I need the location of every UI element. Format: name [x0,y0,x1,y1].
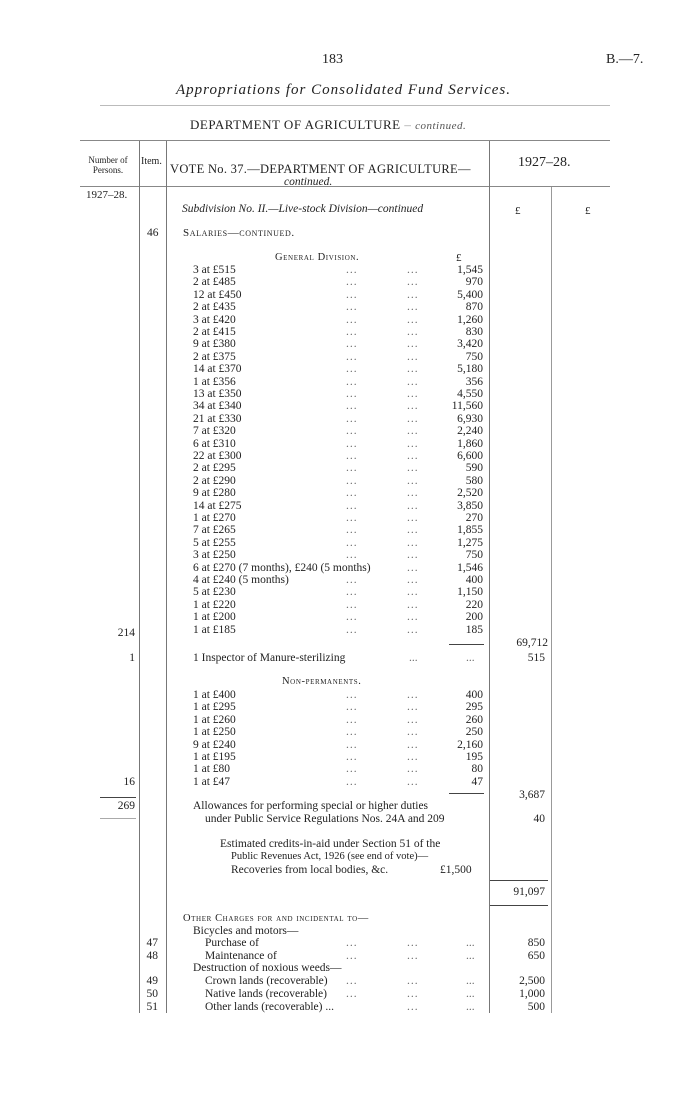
leader-dots: ... [407,412,419,425]
leader-dots: ... [346,512,358,524]
non-permanents-heading: Non-permanents. [282,676,362,687]
salary-row [0,363,700,376]
salary-amount: 3,420 [457,338,483,351]
leader-dots: ... [346,763,358,776]
salary-row [0,326,700,339]
salary-grade-label: 3 at £250 [193,549,236,562]
salary-grade-label: 1 at £356 [193,375,236,388]
salary-grade-label: 13 at £350 [193,388,242,400]
pound-symbol-col2: £ [585,205,591,217]
pound-symbol-col1: £ [515,205,521,217]
salary-amount: 750 [465,549,483,562]
non-permanent-row [0,739,700,752]
salary-row [0,500,700,513]
charge-label: Purchase of [205,937,259,949]
leader-dots: ... [346,326,358,338]
salary-amount: 11,560 [451,400,483,413]
salary-grade-label: 1 at £200 [193,611,236,624]
salary-grade-label: 1 at £295 [193,701,236,714]
charge-amount: 1,000 [519,988,545,1000]
salary-grade-label: 2 at £485 [193,276,236,289]
salary-grade-label: 2 at £375 [193,350,236,363]
leader-dots: ... [346,437,358,450]
item-number: 48 [146,950,158,962]
leader-dots: ... [407,988,419,1000]
salary-grade-label: 6 at £310 [193,437,236,450]
leader-dots: ... [407,524,419,537]
leader-dots: ... [407,574,419,586]
leader-dots: ... [466,988,475,1000]
credits-amount: £1,500 [440,864,472,876]
leader-dots: ... [346,586,358,599]
salary-amount: 970 [465,276,483,289]
leader-dots: ... [407,375,419,388]
salary-row [0,264,700,277]
salary-row [0,289,700,302]
leader-dots: ... [407,264,419,276]
leader-dots: ... [407,536,419,549]
salary-grade-label: 21 at £330 [193,412,242,425]
salary-amount: 270 [465,512,483,524]
leader-dots: ... [407,437,419,450]
salary-row [0,276,700,289]
salary-row [0,301,700,314]
charge-amount: 650 [527,950,545,962]
salary-row [0,425,700,438]
leader-dots: ... [346,313,358,326]
salary-grade-label: 9 at £280 [193,487,236,500]
salary-amount: 200 [465,611,483,624]
other-charge-row [0,1001,700,1014]
leader-dots: ... [407,950,419,962]
salary-row [0,376,700,389]
inspector-amount: 515 [527,652,545,664]
leader-dots: ... [346,775,358,788]
leader-dots: ... [407,598,419,611]
charge-amount: 850 [527,937,545,949]
vote-continued: continued. [284,176,333,188]
allowances-amount: 40 [533,813,545,825]
salary-amount: 400 [465,574,483,586]
salary-grade-label: 5 at £230 [193,586,236,599]
salary-grade-label: 2 at £435 [193,301,236,314]
department-continued: continued. [415,120,467,132]
table-top-rule [80,140,610,141]
leader-dots: ... [346,288,358,301]
salary-amount: 250 [465,726,483,739]
charge-amount: 2,500 [519,975,545,987]
salaries-heading: Salaries—continued. [183,227,295,239]
other-charge-row [0,937,700,950]
leader-dots: ... [346,363,358,376]
salary-row [0,586,700,599]
leader-dots: ... [407,713,419,726]
salary-amount: 220 [465,598,483,611]
salary-grade-label: 3 at £515 [193,264,236,276]
pound-symbol: £ [456,252,462,264]
salary-amount: 1,860 [457,437,483,450]
salary-grade-label: 2 at £290 [193,474,236,487]
department-name: DEPARTMENT OF AGRICULTURE [190,117,401,132]
charge-label: Native lands (recoverable) [205,988,327,1000]
item-number: 46 [147,227,159,239]
salary-amount: 5,400 [457,288,483,301]
general-division-heading: General Division. [275,252,360,263]
salary-amount: 185 [465,623,483,636]
salary-row [0,413,700,426]
persons-non-permanent-count: 16 [123,776,135,788]
charge-label: Maintenance of [205,950,277,962]
leader-dots: ... [407,561,419,574]
leader-dots: ... [346,450,358,462]
salary-amount: 3,850 [457,499,483,512]
salary-amount: 4,550 [457,388,483,400]
leader-dots: ... [407,586,419,599]
leader-dots: ... [407,763,419,776]
salary-grade-label: 1 at £80 [193,763,231,776]
salary-amount: 580 [465,474,483,487]
non-permanent-row [0,763,700,776]
leader-dots: ... [346,937,358,949]
salary-amount: 80 [471,763,483,776]
item-number: 50 [146,988,158,1000]
number-of-persons-header: Number of Persons. [88,155,128,175]
salary-grade-label: 1 at £260 [193,713,236,726]
credits-line-3: Recoveries from local bodies, &c. [231,864,389,876]
item-number: 47 [146,937,158,949]
leader-dots: ... [466,950,475,962]
leader-dots: ... [407,975,419,987]
leader-dots: ... [407,363,419,376]
salary-row [0,314,700,327]
salary-row [0,537,700,550]
salary-row [0,475,700,488]
leader-dots: ... [407,549,419,562]
leader-dots: ... [466,937,475,949]
leader-dots: ... [346,611,358,624]
total-rule-bottom [490,905,548,906]
salary-row [0,512,700,525]
leader-dots: ... [407,512,419,524]
leader-dots: ... [346,738,358,751]
total-rule [490,880,548,881]
leader-dots: ... [407,751,419,763]
salary-amount: 260 [465,713,483,726]
salary-grade-label: 9 at £240 [193,738,236,751]
salary-row [0,388,700,401]
salary-amount: 295 [465,701,483,714]
leader-dots: ... [407,487,419,500]
leader-dots: ... [346,689,358,701]
leader-dots: ... [407,425,419,438]
leader-dots: ... [346,726,358,739]
salary-row [0,351,700,364]
salary-amount: 47 [471,775,483,788]
leader-dots: ... [346,623,358,636]
salary-amount: 400 [465,689,483,701]
salary-amount: 750 [465,350,483,363]
salary-row [0,487,700,500]
allowances-line-1: Allowances for performing special or higher duties [193,800,429,812]
salary-amount: 2,240 [457,425,483,438]
salary-amount: 1,545 [457,264,483,276]
leader-dots: ... [407,1001,419,1013]
inspector-label: 1 Inspector of Manure-sterilizing [193,652,346,664]
other-charge-row [0,950,700,963]
salary-grade-label: 14 at £370 [193,363,242,376]
item-header: Item. [141,156,162,167]
salary-amount: 1,546 [457,561,483,574]
year-header-right: 1927–28. [518,155,571,170]
salary-amount: 870 [465,301,483,314]
vote-title: VOTE No. 37.—DEPARTMENT OF AGRICULTURE— [170,162,471,176]
charge-amount: 500 [527,1001,545,1013]
leader-dots: ... [407,338,419,351]
leader-dots: ... [346,462,358,475]
leader-dots: ... [466,975,475,987]
header-bottom-rule [80,186,610,187]
leader-dots: ... [346,412,358,425]
salary-amount: 1,150 [457,586,483,599]
salary-grade-label: 34 at £340 [193,400,242,413]
salary-row [0,462,700,475]
salary-row [0,574,700,587]
leader-dots: ... [346,375,358,388]
non-permanent-row [0,689,700,702]
page-title: Appropriations for Consolidated Fund Services. [176,82,512,98]
leader-dots: ... [346,425,358,438]
document-reference: B.—7. [606,52,644,67]
salary-grade-label: 12 at £450 [193,288,242,301]
salary-row [0,338,700,351]
salary-grade-label: 4 at £240 (5 months) [193,574,289,586]
salary-grade-label: 2 at £295 [193,462,236,475]
leader-dots: ... [407,499,419,512]
salary-amount: 1,275 [457,536,483,549]
leader-dots: ... [407,937,419,949]
charge-label: Other lands (recoverable) ... [205,1001,334,1013]
non-permanent-row [0,714,700,727]
non-permanent-row [0,751,700,764]
page-number: 183 [322,52,343,67]
leader-dots: ... [407,738,419,751]
year-header-left: 1927–28. [86,189,128,201]
non-permanent-row [0,701,700,714]
salary-amount: 356 [465,375,483,388]
salary-grade-label: 9 at £380 [193,338,236,351]
salary-row [0,549,700,562]
non-permanent-row [0,726,700,739]
leader-dots: ... [407,276,419,289]
salary-amount: 590 [465,462,483,475]
salary-grade-label: 7 at £320 [193,425,236,438]
leader-dots: ... [346,751,358,763]
leader-dots: ... [346,950,358,962]
persons-general-count: 214 [117,627,135,639]
leader-dots: ... [407,474,419,487]
leader-dots: ... [466,652,475,664]
salary-grade-label: 1 at £185 [193,623,236,636]
leader-dots: ... [346,524,358,537]
inspector-persons: 1 [129,652,135,664]
leader-dots: ... [346,598,358,611]
department-heading: DEPARTMENT OF AGRICULTURE – continued. [190,117,467,132]
leader-dots: ... [346,487,358,500]
destruction-heading: Destruction of noxious weeds— [193,962,342,974]
leader-dots: ... [346,988,358,1000]
leader-dots: ... [407,450,419,462]
item-number: 49 [146,975,158,987]
salary-amount: 830 [465,326,483,338]
leader-dots: ... [346,350,358,363]
leader-dots: ... [346,264,358,276]
allowances-line-2: under Public Service Regulations Nos. 24A and 209 [205,813,445,825]
credits-line-1: Estimated credits-in-aid under Section 51 of the [220,838,441,850]
bicycles-heading: Bicycles and motors— [193,925,299,937]
salary-grade-label: 1 at £195 [193,751,236,763]
leader-dots: ... [346,400,358,413]
salary-grade-label: 1 at £400 [193,689,236,701]
leader-dots: ... [346,975,358,987]
salary-row [0,599,700,612]
leader-dots: ... [346,338,358,351]
subtotal-rule [449,644,484,645]
leader-dots: ... [407,701,419,714]
leader-dots: ... [407,611,419,624]
persons-total: 269 [117,800,135,812]
non-permanent-total: 3,687 [519,789,545,801]
leader-dots: ... [466,1001,475,1013]
salary-grade-label: 3 at £420 [193,313,236,326]
salary-grade-label: 1 at £47 [193,775,231,788]
salary-row [0,524,700,537]
salary-grade-label: 1 at £250 [193,726,236,739]
charge-label: Crown lands (recoverable) [205,975,328,987]
salary-grade-label: 5 at £255 [193,536,236,549]
salary-amount: 2,520 [457,487,483,500]
salary-amount: 6,930 [457,412,483,425]
leader-dots: ... [407,623,419,636]
grand-total: 91,097 [513,886,545,898]
leader-dots: ... [346,499,358,512]
leader-dots: ... [409,652,418,664]
leader-dots: ... [407,726,419,739]
salary-amount: 6,600 [457,450,483,462]
persons-total-rule [100,818,136,819]
salary-amount: 1,855 [457,524,483,537]
leader-dots: ... [346,701,358,714]
salary-grade-label: 7 at £265 [193,524,236,537]
leader-dots: ... [346,388,358,400]
salary-grade-label: 2 at £415 [193,326,236,338]
leader-dots: ... [407,775,419,788]
leader-dots: ... [346,536,358,549]
leader-dots: ... [346,549,358,562]
salary-amount: 1,260 [457,313,483,326]
item-number: 51 [146,1001,158,1013]
leader-dots: ... [407,326,419,338]
leader-dots: ... [407,462,419,475]
salary-amount: 2,160 [457,738,483,751]
leader-dots: ... [407,313,419,326]
leader-dots: ... [346,574,358,586]
leader-dots: ... [407,288,419,301]
leader-dots: ... [407,388,419,400]
subtotal-rule [449,793,484,794]
salary-amount: 195 [465,751,483,763]
salary-row [0,438,700,451]
salary-row [0,611,700,624]
other-charge-row [0,988,700,1001]
leader-dots: ... [407,301,419,314]
other-charge-row [0,975,700,988]
salary-grade-label: 1 at £270 [193,512,236,524]
salary-row [0,562,700,575]
salary-grade-label: 22 at £300 [193,450,242,462]
salary-grade-label: 14 at £275 [193,499,242,512]
salary-row [0,450,700,463]
leader-dots: ... [346,276,358,289]
salary-grade-label: 1 at £220 [193,598,236,611]
persons-rule [100,797,136,798]
leader-dots: ... [346,301,358,314]
other-charges-heading: Other Charges for and incidental to— [183,913,369,924]
salary-row [0,400,700,413]
leader-dots: ... [407,400,419,413]
salary-amount: 5,180 [457,363,483,376]
salary-grade-label: 6 at £270 (7 months), £240 (5 months) [193,561,371,574]
title-rule [100,105,610,106]
leader-dots: ... [346,713,358,726]
subdivision-heading: Subdivision No. II.—Live-stock Division—continued [182,203,424,215]
leader-dots: ... [407,689,419,701]
general-division-total: 69,712 [516,637,548,649]
credits-line-2: Public Revenues Act, 1926 (see end of vote)— [231,851,429,862]
leader-dots: ... [346,474,358,487]
leader-dots: ... [407,350,419,363]
